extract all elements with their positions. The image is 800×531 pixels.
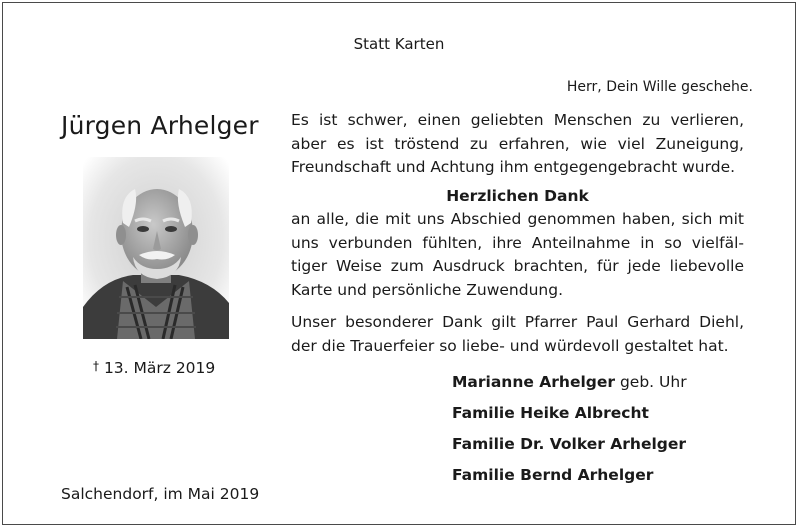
intro-line: Freundschaft und Achtung ihm entgegengebracht wurde. (291, 158, 736, 176)
signer (452, 398, 687, 429)
signers-list (452, 367, 687, 491)
death-date-text: 13. März 2019 (103, 359, 216, 377)
signer-suffix: geb. Uhr (615, 373, 687, 391)
intro-line: aber es ist tröstend zu erfahren, wie viel Zuneigung, (291, 134, 744, 153)
signer-name: Familie Dr. Volker Arhelger (452, 435, 687, 453)
place-date: Salchendorf, im Mai 2019 (61, 485, 260, 503)
death-date (93, 359, 215, 377)
thanks-line: an alle, die mit uns Abschied genommen haben, sich mit (291, 210, 744, 228)
signer-name: Familie Bernd Arhelger (452, 466, 654, 484)
cross-icon: † (93, 359, 99, 373)
pastor-line: der die Trauerfeier so liebe- und würdevoll gestaltet hat. (291, 336, 729, 355)
message-text (291, 109, 744, 358)
signer (452, 460, 687, 491)
obituary-card (2, 2, 796, 525)
portrait-photo (83, 157, 229, 339)
signer-name: Familie Heike Albrecht (452, 404, 649, 422)
thanks-line: Karte und persönliche Zuwendung. (291, 280, 563, 299)
thanks-line: tiger Weise zum Ausdruck brachten, für jede liebevolle (291, 257, 744, 275)
signer-name: Marianne Arhelger (452, 373, 616, 391)
signer (452, 429, 687, 460)
intro-line: Es ist schwer, einen geliebten Menschen zu verlieren, (291, 111, 744, 129)
deceased-name: Jürgen Arhelger (61, 111, 259, 140)
thanks-heading: Herzlichen Dank (446, 186, 589, 205)
pastor-line: Unser besonderer Dank gilt Pfarrer Paul Gerhard Diehl, (291, 313, 744, 331)
signer (452, 367, 687, 398)
motto: Herr, Dein Wille geschehe. (566, 79, 753, 95)
thanks-line: uns verbunden fühlten, ihre Anteilnahme in so vielfäl- (291, 233, 744, 252)
header-statt-karten: Statt Karten (353, 35, 445, 53)
